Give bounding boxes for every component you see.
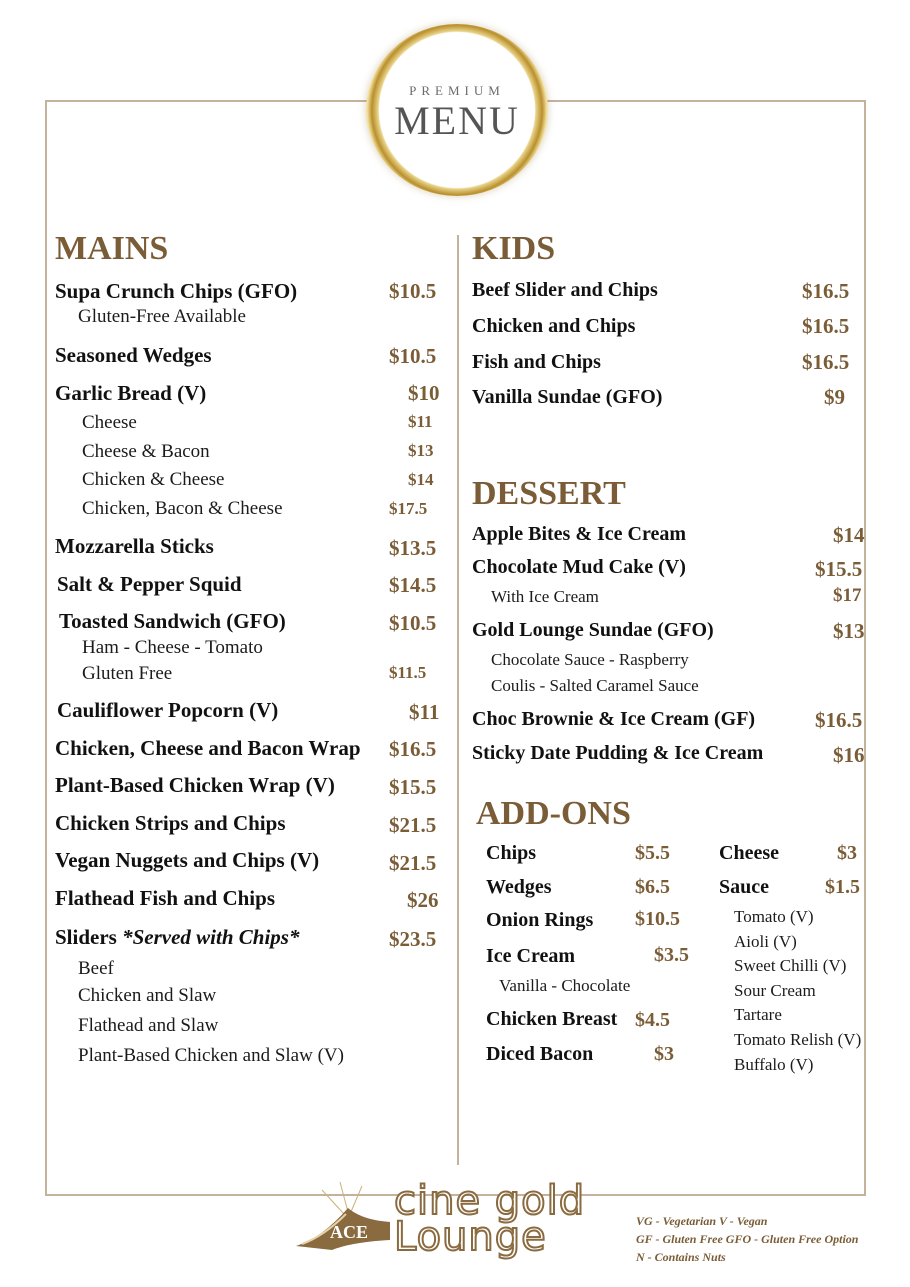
badge-menu-text: MENU xyxy=(394,98,520,143)
menu-item-name: Fish and Chips xyxy=(472,351,601,373)
menu-option-name: Cheese xyxy=(82,412,137,433)
addon-price: $3 xyxy=(654,1043,674,1065)
sauce-option: Tomato Relish (V) xyxy=(734,1030,862,1049)
menu-item-name: Salt & Pepper Squid xyxy=(57,572,242,596)
menu-option-price: $17.5 xyxy=(389,499,428,518)
addon-price: $4.5 xyxy=(635,1009,670,1031)
addon-price: $10.5 xyxy=(635,908,680,930)
addon-name: Chips xyxy=(486,842,537,864)
menu-item-name: Sticky Date Pudding & Ice Cream xyxy=(472,742,764,764)
menu-item-price: $16.5 xyxy=(815,708,863,732)
menu-item-price: $26 xyxy=(407,888,439,912)
menu-option-name: Cheese & Bacon xyxy=(82,441,210,462)
menu-option-name: Gluten Free xyxy=(82,663,173,684)
menu-item-price: $10.5 xyxy=(389,611,437,635)
menu-option-name: Plant-Based Chicken and Slaw (V) xyxy=(78,1045,344,1066)
legend-line: N - Contains Nuts xyxy=(636,1250,726,1264)
logo-line-cine-gold: cine gold xyxy=(394,1178,586,1224)
menu-item-price: $11 xyxy=(409,700,440,724)
menu-item-price: $16.5 xyxy=(802,314,850,338)
menu-option-name: Beef xyxy=(78,958,114,979)
menu-item-price: $15.5 xyxy=(815,557,863,581)
menu-item-price: $16.5 xyxy=(802,350,850,374)
menu-item-price: $21.5 xyxy=(389,813,437,837)
sauce-option: Tomato (V) xyxy=(734,907,814,926)
column-divider xyxy=(457,235,459,1165)
sauce-option: Buffalo (V) xyxy=(734,1055,814,1074)
menu-item-price: $16.5 xyxy=(389,737,437,761)
menu-item-note: Coulis - Salted Caramel Sauce xyxy=(491,676,699,695)
menu-item-name: Plant-Based Chicken Wrap (V) xyxy=(55,773,335,797)
menu-item-name: Garlic Bread (V) xyxy=(55,381,207,405)
sauce-option: Sour Cream xyxy=(734,981,816,1000)
menu-item-note: Ham - Cheese - Tomato xyxy=(82,637,263,658)
menu-item-price: $10.5 xyxy=(389,344,437,368)
menu-item-name: Flathead Fish and Chips xyxy=(55,886,275,910)
menu-item-price: $10.5 xyxy=(389,279,437,303)
menu-item-price: $14 xyxy=(833,523,865,547)
sauce-option: Tartare xyxy=(734,1005,782,1024)
dessert-heading: DESSERT xyxy=(472,475,626,512)
menu-item-name: Cauliflower Popcorn (V) xyxy=(57,698,279,722)
menu-item-name: Mozzarella Sticks xyxy=(55,534,214,558)
addons-heading: ADD-ONS xyxy=(476,795,631,832)
menu-item-name: Choc Brownie & Ice Cream (GF) xyxy=(472,708,756,730)
mains-heading: MAINS xyxy=(55,230,169,267)
addon-name: Ice Cream xyxy=(486,945,576,967)
logo-line-lounge: Lounge xyxy=(394,1214,547,1260)
menu-option-name: Chicken and Slaw xyxy=(78,985,217,1006)
kids-heading: KIDS xyxy=(472,230,556,267)
menu-item-price: $21.5 xyxy=(389,851,437,875)
sliders-served-note: *Served with Chips* xyxy=(122,925,300,949)
menu-item-name: Vegan Nuggets and Chips (V) xyxy=(55,848,320,872)
addon-name: Onion Rings xyxy=(486,909,594,931)
menu-item-price: $16 xyxy=(833,743,865,767)
menu-option-name: Chicken & Cheese xyxy=(82,469,225,490)
menu-item-note: Chocolate Sauce - Raspberry xyxy=(491,650,689,669)
menu-item-name: Supa Crunch Chips (GFO) xyxy=(55,279,298,303)
addon-name: Diced Bacon xyxy=(486,1043,594,1065)
sliders-name: Sliders xyxy=(55,925,117,949)
menu-option-price: $17 xyxy=(833,585,862,606)
legend-line: VG - Vegetarian V - Vegan xyxy=(636,1214,768,1228)
badge-premium-text: PREMIUM xyxy=(409,83,505,98)
addon-price: $6.5 xyxy=(635,876,670,898)
menu-item-name: Chicken Strips and Chips xyxy=(55,811,286,835)
menu-option-price: $11 xyxy=(408,412,433,431)
menu-option-name: Chicken, Bacon & Cheese xyxy=(82,498,283,519)
menu-item-name: Vanilla Sundae (GFO) xyxy=(472,386,663,408)
addon-price: $1.5 xyxy=(825,876,860,898)
addon-price: $3.5 xyxy=(654,944,689,966)
menu-item-name: Chicken and Chips xyxy=(472,315,636,337)
menu-option-price: $13 xyxy=(408,441,434,460)
menu-item-price: $10 xyxy=(408,381,440,405)
logo-ace-text: ACE xyxy=(330,1222,369,1242)
menu-option-price: $11.5 xyxy=(389,663,427,682)
menu-item-name: Toasted Sandwich (GFO) xyxy=(59,609,286,633)
menu-item-name: Chocolate Mud Cake (V) xyxy=(472,556,686,578)
menu-item-name: Gold Lounge Sundae (GFO) xyxy=(472,619,714,641)
addon-name: Wedges xyxy=(486,876,552,898)
addon-name: Chicken Breast xyxy=(486,1008,618,1030)
menu-item-price: $23.5 xyxy=(389,927,437,951)
addon-price: $5.5 xyxy=(635,842,670,864)
sauce-option: Aioli (V) xyxy=(734,932,797,951)
addon-name: Cheese xyxy=(719,842,779,864)
addon-note: Vanilla - Chocolate xyxy=(499,976,631,995)
sauce-option: Sweet Chilli (V) xyxy=(734,956,847,975)
menu-item-name xyxy=(55,925,299,950)
addon-price: $3 xyxy=(837,842,857,864)
menu-item-name: Apple Bites & Ice Cream xyxy=(472,523,687,545)
addon-name: Sauce xyxy=(719,876,769,898)
film-reel-logo-icon xyxy=(292,1180,392,1252)
menu-item-price: $15.5 xyxy=(389,775,437,799)
menu-option-price: $14 xyxy=(408,470,434,489)
menu-option-name: With Ice Cream xyxy=(491,587,599,606)
menu-item-price: $13 xyxy=(833,619,865,643)
menu-option-name: Flathead and Slaw xyxy=(78,1015,219,1036)
menu-item-price: $16.5 xyxy=(802,279,850,303)
legend-line: GF - Gluten Free GFO - Gluten Free Option xyxy=(636,1232,859,1246)
menu-item-price: $14.5 xyxy=(389,573,437,597)
menu-item-price: $9 xyxy=(824,385,845,409)
menu-item-name: Seasoned Wedges xyxy=(55,343,212,367)
menu-item-note: Gluten-Free Available xyxy=(78,306,246,327)
menu-item-price: $13.5 xyxy=(389,536,437,560)
menu-item-name: Chicken, Cheese and Bacon Wrap xyxy=(55,736,361,760)
menu-item-name: Beef Slider and Chips xyxy=(472,279,658,301)
